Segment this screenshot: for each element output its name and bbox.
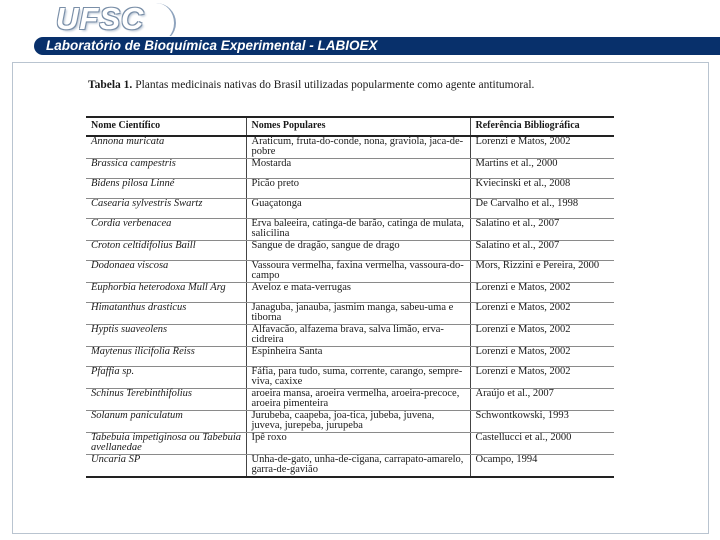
column-header-reference: Referência Bibliográfica: [470, 117, 614, 136]
popular-names-cell: Fáfia, para tudo, suma, corrente, carango, sempre-viva, caxixe: [246, 367, 470, 389]
column-header-popular: Nomes Populares: [246, 117, 470, 136]
scientific-name-cell: Brassica campestris: [86, 159, 246, 179]
popular-names-cell: Araticum, fruta-do-conde, nona, graviola, jaca-de-pobre: [246, 136, 470, 159]
popular-names-cell: Unha-de-gato, unha-de-cigana, carrapato-amarelo, garra-de-gavião: [246, 455, 470, 478]
popular-names-cell: Mostarda: [246, 159, 470, 179]
column-header-scientific: Nome Científico: [86, 117, 246, 136]
table-row: [86, 433, 614, 455]
table-row: [86, 303, 614, 325]
scientific-name-cell: Croton celtidifolius Baill: [86, 241, 246, 261]
popular-names-cell: Guaçatonga: [246, 199, 470, 219]
scientific-name-cell: Maytenus ilicifolia Reiss: [86, 347, 246, 367]
reference-cell: Lorenzi e Matos, 2002: [470, 283, 614, 303]
table-row: [86, 455, 614, 478]
scientific-name-cell: Euphorbia heterodoxa Mull Arg: [86, 283, 246, 303]
reference-cell: Schwontkowski, 1993: [470, 411, 614, 433]
table-row: [86, 199, 614, 219]
table-row: [86, 347, 614, 367]
slide-header: [0, 0, 720, 62]
popular-names-cell: Janaguba, janauba, jasmim manga, sabeu-uma e tiborna: [246, 303, 470, 325]
scientific-name-cell: Tabebuia impetiginosa ou Tabebuia avellanedae: [86, 433, 246, 455]
scientific-name-cell: Hyptis suaveolens: [86, 325, 246, 347]
document-image: [82, 72, 616, 496]
scientific-name-cell: Solanum paniculatum: [86, 411, 246, 433]
table-caption: [88, 80, 608, 91]
table-row: [86, 159, 614, 179]
table-body: [86, 136, 614, 477]
scientific-name-cell: Himatanthus drasticus: [86, 303, 246, 325]
plants-table: [86, 116, 614, 478]
scientific-name-cell: Bidens pilosa Linné: [86, 179, 246, 199]
lab-title-bar: [34, 37, 720, 55]
reference-cell: Ocampo, 1994: [470, 455, 614, 478]
table-row: [86, 367, 614, 389]
table-row: [86, 136, 614, 159]
reference-cell: Martins et al., 2000: [470, 159, 614, 179]
scientific-name-cell: Uncaria SP: [86, 455, 246, 478]
popular-names-cell: Picão preto: [246, 179, 470, 199]
scientific-name-cell: Annona muricata: [86, 136, 246, 159]
popular-names-cell: Sangue de dragão, sangue de drago: [246, 241, 470, 261]
table-row: [86, 411, 614, 433]
popular-names-cell: Aveloz e mata-verrugas: [246, 283, 470, 303]
table-row: [86, 241, 614, 261]
table-row: [86, 389, 614, 411]
ufsc-logo: UFSC: [56, 1, 145, 36]
table-row: [86, 179, 614, 199]
reference-cell: Lorenzi e Matos, 2002: [470, 367, 614, 389]
reference-cell: Salatino et al., 2007: [470, 241, 614, 261]
scientific-name-cell: Pfaffia sp.: [86, 367, 246, 389]
popular-names-cell: Espinheira Santa: [246, 347, 470, 367]
table-row: [86, 325, 614, 347]
popular-names-cell: Jurubeba, caapeba, joa-tica, jubeba, juvena, juveva, jurepeba, jurupeba: [246, 411, 470, 433]
scientific-name-cell: Cordia verbenacea: [86, 219, 246, 241]
reference-cell: Mors, Rizzini e Pereira, 2000: [470, 261, 614, 283]
popular-names-cell: aroeira mansa, aroeira vermelha, aroeira-precoce, aroeira pimenteira: [246, 389, 470, 411]
scientific-name-cell: Casearia sylvestris Swartz: [86, 199, 246, 219]
lab-title: Laboratório de Bioquímica Experimental - LABIOEX: [46, 38, 378, 53]
popular-names-cell: Vassoura vermelha, faxina vermelha, vassoura-do-campo: [246, 261, 470, 283]
reference-cell: Lorenzi e Matos, 2002: [470, 347, 614, 367]
reference-cell: Salatino et al., 2007: [470, 219, 614, 241]
popular-names-cell: Alfavacão, alfazema brava, salva limão, erva-cidreira: [246, 325, 470, 347]
table-row: [86, 261, 614, 283]
reference-cell: Araújo et al., 2007: [470, 389, 614, 411]
reference-cell: Kviecinski et al., 2008: [470, 179, 614, 199]
reference-cell: Lorenzi e Matos, 2002: [470, 303, 614, 325]
popular-names-cell: Ipê roxo: [246, 433, 470, 455]
caption-label: Tabela 1.: [88, 79, 133, 91]
scientific-name-cell: Dodonaea viscosa: [86, 261, 246, 283]
reference-cell: Lorenzi e Matos, 2002: [470, 325, 614, 347]
table-row: [86, 283, 614, 303]
table-row: [86, 219, 614, 241]
caption-text: Plantas medicinais nativas do Brasil utilizadas popularmente como agente antitumoral.: [135, 79, 535, 91]
reference-cell: De Carvalho et al., 1998: [470, 199, 614, 219]
scientific-name-cell: Schinus Terebinthifolius: [86, 389, 246, 411]
reference-cell: Castellucci et al., 2000: [470, 433, 614, 455]
table-header-row: [86, 117, 614, 136]
reference-cell: Lorenzi e Matos, 2002: [470, 136, 614, 159]
popular-names-cell: Erva baleeira, catinga-de barão, catinga de mulata, salicilina: [246, 219, 470, 241]
